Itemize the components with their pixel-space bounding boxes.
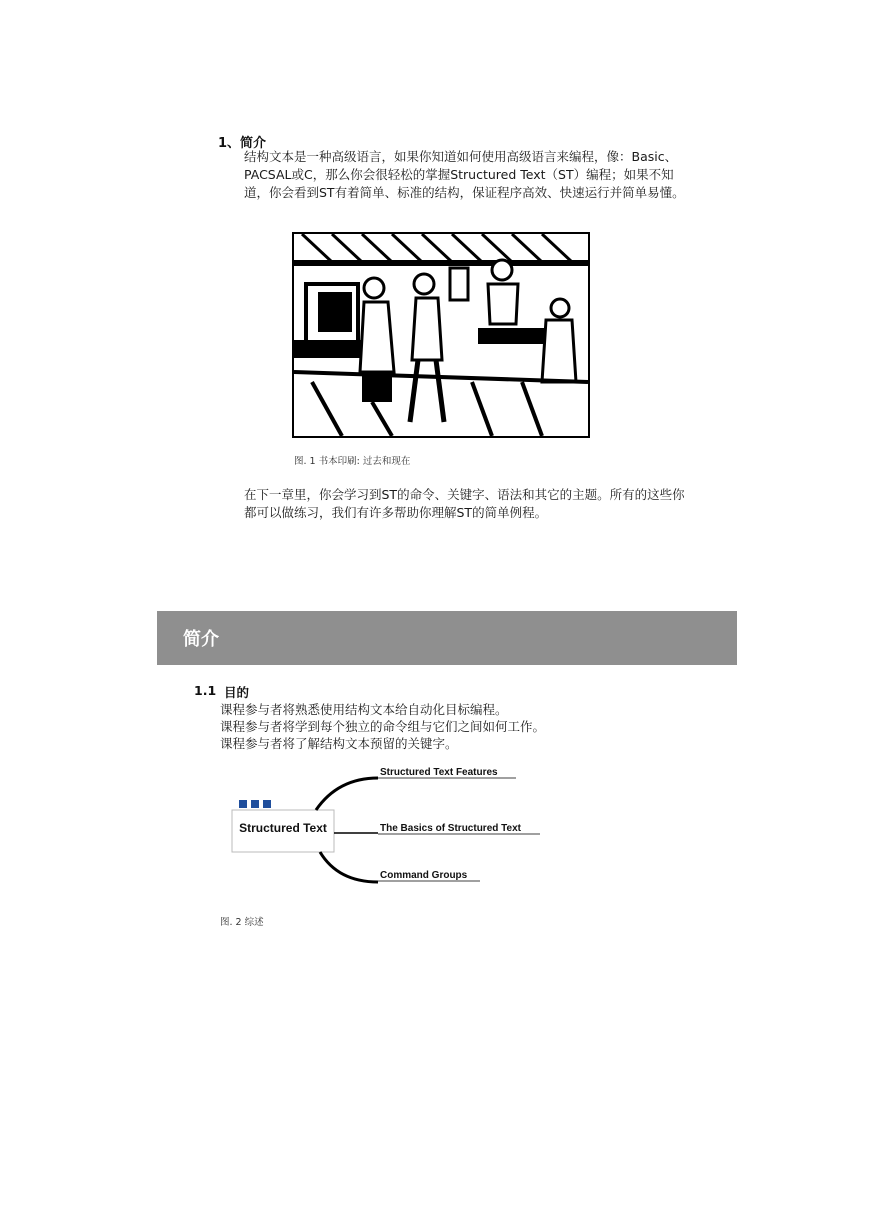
mind-map-diagram bbox=[228, 760, 558, 892]
subsection-number: 1.1 bbox=[194, 683, 217, 698]
accent-square bbox=[251, 800, 259, 808]
intro-paragraph: 结构文本是一种高级语言，如果你知道如何使用高级语言来编程，像：Basic、PACSAL或C，那么你会很轻松的掌握Structured Text（ST）编程；如果不知道，你会看到ST有着简单、标准的结构，保证程序高效、快速运行并简单易懂。 bbox=[244, 149, 685, 200]
banner-title: 简介 bbox=[183, 629, 219, 650]
blue-squares-icon bbox=[239, 800, 271, 808]
chapter-paragraph: 在下一章里，你会学习到ST的命令、关键字、语法和其它的主题。所有的这些你都可以做练习，我们有许多帮助你理解ST的简单例程。 bbox=[244, 487, 685, 520]
subsection-title: 目的 bbox=[224, 685, 250, 700]
branch-line bbox=[316, 778, 378, 810]
objective-item: 课程参与者将熟悉使用结构文本给自动化目标编程。 bbox=[220, 702, 508, 717]
branch-line bbox=[320, 852, 378, 882]
figure-2-caption: 图. 2 综述 bbox=[220, 917, 264, 928]
center-node-label: Structured Text bbox=[239, 821, 327, 835]
accent-square bbox=[263, 800, 271, 808]
branch-label: Command Groups bbox=[380, 870, 468, 881]
section-banner bbox=[157, 611, 737, 665]
accent-square bbox=[239, 800, 247, 808]
woodcut-illustration bbox=[292, 232, 590, 438]
branch-label: The Basics of Structured Text bbox=[380, 823, 521, 834]
objective-item: 课程参与者将学到每个独立的命令组与它们之间如何工作。 bbox=[220, 719, 546, 734]
section-heading: 1、简介 bbox=[218, 136, 267, 151]
figure-1-caption: 图. 1 书本印刷: 过去和现在 bbox=[294, 456, 411, 467]
objective-item: 课程参与者将了解结构文本预留的关键字。 bbox=[220, 736, 458, 751]
branch-label: Structured Text Features bbox=[380, 767, 498, 778]
